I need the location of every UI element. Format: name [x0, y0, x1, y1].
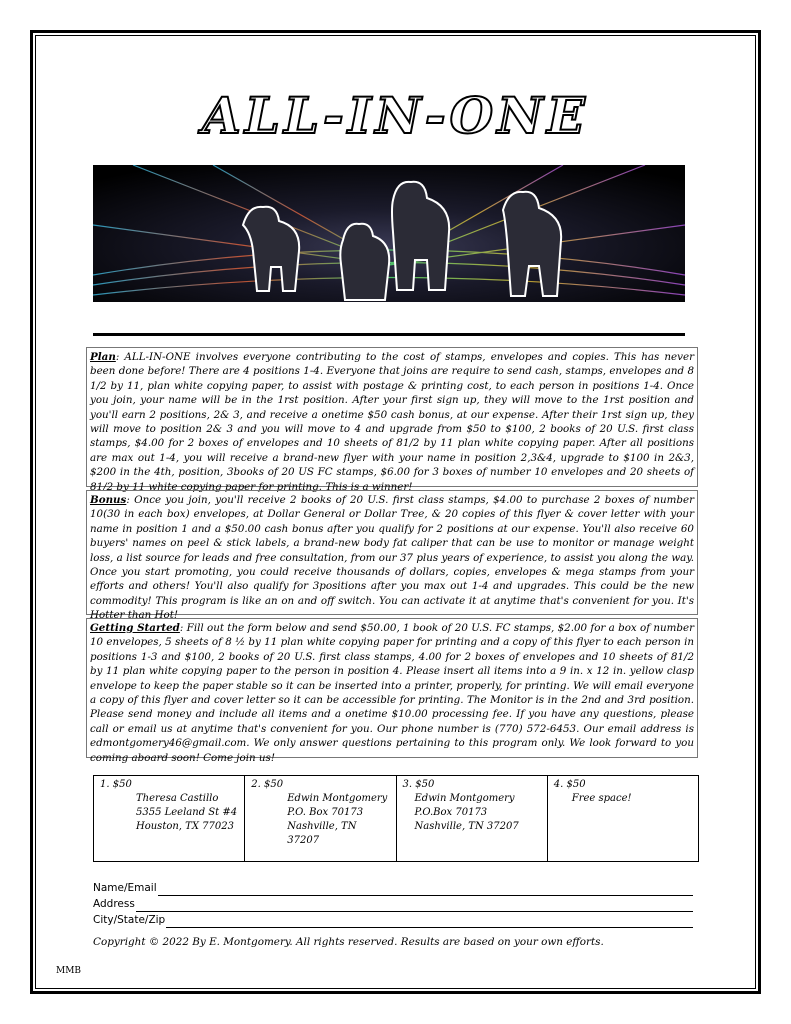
bonus-heading: Bonus — [90, 494, 127, 506]
position-street: 5355 Leeland St #4 — [136, 807, 238, 818]
position-name: Free space! — [571, 793, 632, 804]
name-email-line — [93, 880, 693, 896]
city-state-zip-field[interactable] — [166, 915, 693, 928]
position-label: 4. $50 — [553, 779, 586, 790]
position-city: Nashville, TN 37207 — [287, 821, 357, 846]
footer-mark: MMB — [56, 966, 82, 976]
position-label: 1. $50 — [100, 779, 132, 790]
banner-image — [93, 165, 685, 302]
city-state-zip-line — [93, 912, 693, 928]
position-label: 2. $50 — [251, 779, 284, 790]
city-state-zip-label: City/State/Zip — [93, 914, 166, 926]
position-cell-2 — [245, 776, 396, 861]
plan-section — [86, 347, 698, 493]
position-label: 3. $50 — [402, 779, 435, 790]
name-email-label: Name/Email — [93, 882, 157, 894]
copyright-notice: Copyright © 2022 By E. Montgomery. All rights reserved. Results are based on your own efforts. — [93, 936, 604, 948]
address-field[interactable] — [136, 899, 693, 912]
divider-rule — [93, 333, 685, 336]
getting-started-text: : Fill out the form below and send $50.00, 1 book of 20 U.S. FC stamps, $2.00 for a box of number 10 envelopes, 5 sheets of 8 ½ by 11 plan white copying paper for printing and a copy of this flyer to each person in positions 1-3 and $100, 2 books of 20 U.S. first class stamps, 4.00 for 2 boxes of envelopes and 10 sheets of 81/2 by 11 plan white copying paper to the person in position 4. Please insert all items into a 9 in. x 12 in. yellow clasp envelope to keep the paper stable so it can be inserted into a printer, properly, for printing. We will email everyone a copy of this flyer and cover letter so it can be accessible for printing. The Monitor is in the 2nd and 3rd position. Please send money and include all items and a onetime $10.00 processing fee. If you have any questions, please call or email us at anytime that's convenient for you. Our phone number is (770) 572-6453. Our email address is edmontgomery46@gmail.com. We only answer questions pertaining to this program only. We look forward to you coming aboard soon! Come join us! — [90, 622, 694, 764]
position-cell-4 — [548, 776, 698, 861]
signup-form — [93, 880, 693, 928]
flyer-title: ALL-IN-ONE — [201, 86, 590, 145]
getting-started-section — [86, 618, 698, 764]
position-street: P.O. Box 70173 — [287, 807, 364, 818]
name-email-field[interactable] — [158, 883, 693, 896]
position-street: P.O.Box 70173 — [414, 807, 488, 818]
bonus-text: : Once you join, you'll receive 2 books of 20 U.S. first class stamps, $4.00 to purchase 2 boxes of number 10(30 in each box) envelopes, at Dollar General or Dollar Tree, & 20 copies of this flyer & cover letter with your name in position 1 and a $50.00 cash bonus after you qualify for 2 positions at our expense. You'll also receive 60 buyers' names on peel & stick labels, a brand-new body fat caliper that can be use to monitor or manage weight loss, a list source for leads and free consultation, from our 37 plus years of experience, to assist you along the way. Once you start promoting, you could receive thousands of dollars, copies, envelopes & mega stamps from your efforts and others! You'll also qualify for 3positions after you max out 1-4 and upgrades. This could be the new commodity! This program is like an on and off switch. You can activate it at anytime that's convenient for you. It's Hotter than Hot! — [90, 494, 694, 622]
positions-table — [93, 775, 699, 862]
position-name: Theresa Castillo — [136, 793, 219, 804]
bonus-section — [86, 490, 698, 622]
address-label: Address — [93, 898, 135, 910]
position-city: Nashville, TN 37207 — [414, 821, 519, 832]
position-name: Edwin Montgomery — [287, 793, 388, 804]
address-line — [93, 896, 693, 912]
position-city: Houston, TX 77023 — [136, 821, 234, 832]
getting-started-heading: Getting Started — [90, 622, 180, 634]
plan-heading: Plan — [90, 351, 116, 363]
plan-text: : ALL-IN-ONE involves everyone contributing to the cost of stamps, envelopes and copies. This has never been done before! There are 4 positions 1-4. Everyone that joins are require to send cash, stamps, envelopes and 8 1/2 by 11, plan white copying paper, to assist with postage & printing cost, to each person in positions 1-4. Once you join, your name will be in the 1rst position. After your first sign up, they will move to the 1rst position and you'll earn 2 positions, 2& 3, and receive a onetime $50 cash bonus, at our expense. After their 1rst sign up, they will move to position 2& 3 and you will move to 4 and upgrade from $50 to $100, 2 books of 20 U.S. first class stamps, $4.00 for 2 boxes of envelopes and 10 sheets of 81/2 by 11 plan white copying paper. After all positions are max out 1-4, you will receive a brand-new flyer with your name in position 2,3&4, upgrade to $100 in 2&3, $200 in the 4th, position, 3books of 20 US FC stamps, $6.00 for 3 boxes of number 10 envelopes and 20 sheets of 81/2 by 11 white copying paper for printing. This is a winner! — [90, 351, 694, 493]
position-name: Edwin Montgomery — [414, 793, 515, 804]
position-cell-1 — [94, 776, 245, 861]
position-cell-3 — [397, 776, 548, 861]
